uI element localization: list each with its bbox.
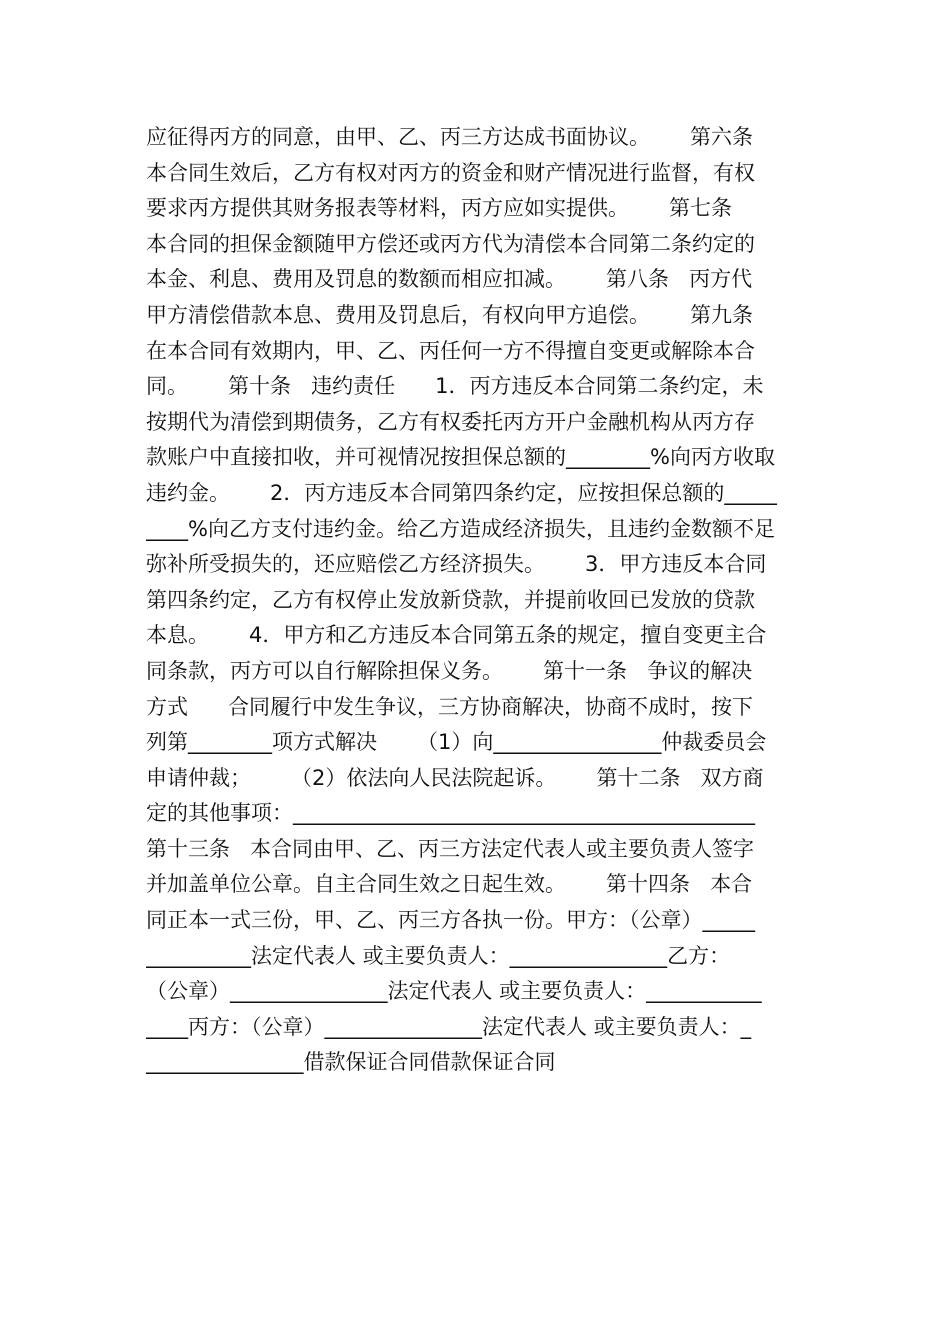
text-line: 本息。 4．甲方和乙方违反本合同第五条的规定，擅自变更主合 (146, 623, 767, 648)
text-line: 申请仲裁； （2）依法向人民法院起诉。 第十二条 双方商 (146, 765, 764, 790)
contract-text (146, 120, 816, 1081)
text-line: 甲方清偿借款本息、费用及罚息后，有权向甲方追偿。 第九条 (146, 302, 754, 327)
text-line: 本合同的担保金额随甲方偿还或丙方代为清偿本合同第二条约定的 (146, 231, 755, 256)
text-line: _______________借款保证合同借款保证合同 (146, 1050, 556, 1075)
text-line: ____%向乙方支付违约金。给乙方造成经济损失，且违约金数额不足 (146, 516, 775, 541)
text-line: 在本合同有效期内，甲、乙、丙任何一方不得擅自变更或解除本合 (146, 338, 755, 363)
text-line: 定的其他事项：____________________________________________ (146, 801, 755, 826)
text-line: 并加盖单位公章。自主合同生效之日起生效。 第十四条 本合 (146, 872, 753, 897)
text-line: __________法定代表人 或主要负责人：_______________乙方： (146, 943, 731, 968)
text-line: 要求丙方提供其财务报表等材料，丙方应如实提供。 第七条 (146, 196, 733, 221)
text-line: （公章）_______________法定代表人 或主要负责人：___________ (146, 979, 762, 1004)
text-line: 同正本一式三份，甲、乙、丙三方各执一份。甲方：（公章）_____ (146, 908, 755, 933)
text-line: 应征得丙方的同意，由甲、乙、丙三方达成书面协议。 第六条 (146, 125, 754, 149)
text-line: 按期代为清偿到期债务，乙方有权委托丙方开户金融机构从丙方存 (146, 409, 755, 434)
text-line: 本金、利息、费用及罚息的数额而相应扣减。 第八条 丙方代 (146, 267, 753, 292)
text-line: 同条款，丙方可以自行解除担保义务。 第十一条 争议的解决 (146, 658, 753, 683)
text-line: 款账户中直接扣收，并可视情况按担保总额的________%向丙方收取 (146, 445, 775, 470)
text-line: 第十三条 本合同由甲、乙、丙三方法定代表人或主要负责人签字 (146, 836, 755, 861)
text-line: ____丙方：（公章）_______________法定代表人 或主要负责人：_ (146, 1014, 752, 1039)
text-line: 弥补所受损失的，还应赔偿乙方经济损失。 3．甲方违反本合同 (146, 552, 767, 577)
text-line: 第四条约定，乙方有权停止发放新贷款，并提前收回已发放的贷款 (146, 587, 755, 612)
text-line: 本合同生效后，乙方有权对丙方的资金和财产情况进行监督，有权 (146, 160, 755, 185)
text-line: 同。 第十条 违约责任 1．丙方违反本合同第二条约定，未 (146, 374, 764, 399)
text-line: 列第________项方式解决 （1）向________________仲裁委员会 (146, 730, 767, 755)
text-line: 方式 合同履行中发生争议，三方协商解决，协商不成时，按下 (146, 694, 754, 719)
text-line: 违约金。 2．丙方违反本合同第四条约定，应按担保总额的_____ (146, 480, 777, 505)
